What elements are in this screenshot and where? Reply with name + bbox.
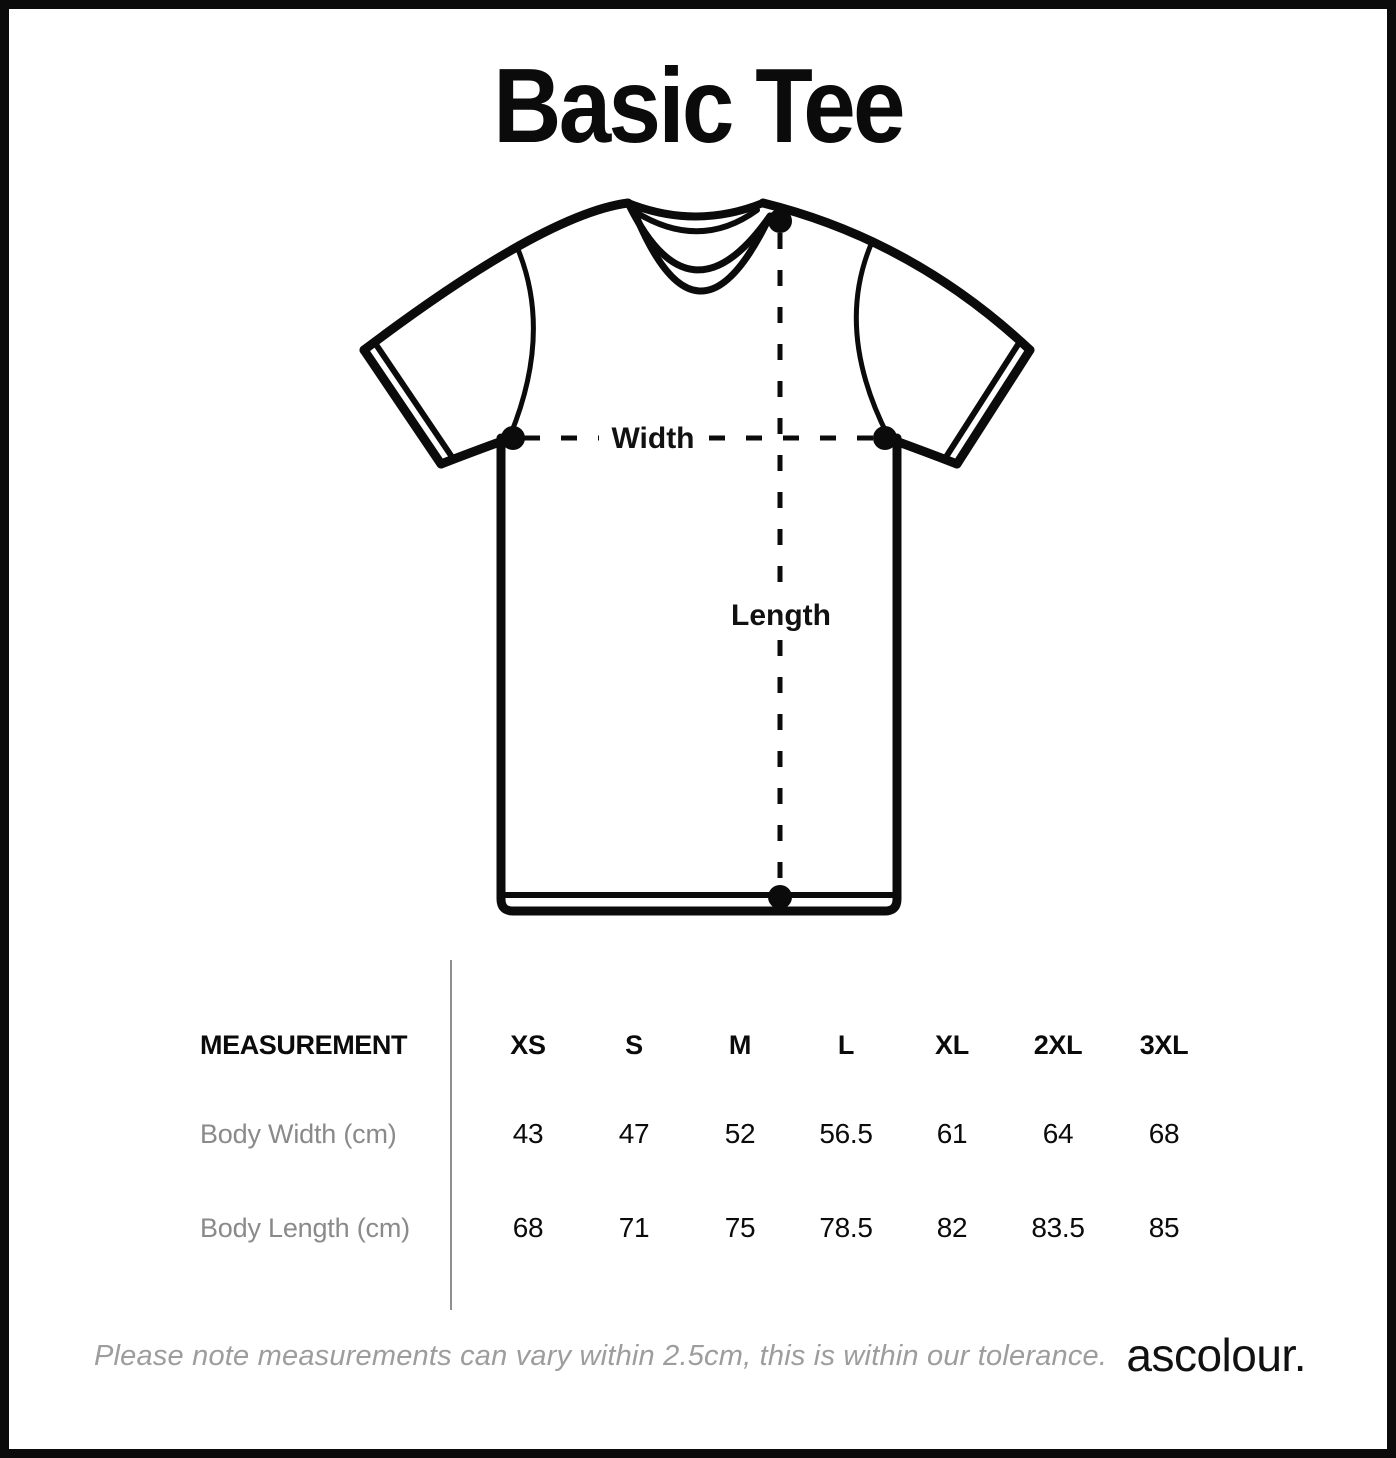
body-length-l: 78.5 [819,1212,873,1243]
page-title: Basic Tee [493,47,903,165]
body-length-xs: 68 [512,1212,544,1243]
tolerance-note: Please note measurements can vary within 2.5cm, this is within our tolerance. [94,1340,1108,1372]
tshirt-body-outline [501,438,897,911]
column-header-s: S [625,1029,643,1060]
tshirt-left-shoulder-line [364,203,628,350]
body-width-s: 47 [618,1118,650,1149]
tshirt-left-armhole-seam [510,247,533,436]
column-header-measurement: MEASUREMENT [200,1029,408,1060]
right-armpit-measure-dot [873,426,897,450]
tshirt-right-cuff-edge [957,350,1030,464]
body-width-xs: 43 [512,1118,544,1149]
tshirt-right-cuff-seam [946,343,1019,457]
left-armpit-measure-dot [501,426,525,450]
width-dimension-label: Width [611,422,695,455]
body-length-2xl: 83.5 [1031,1212,1085,1243]
tshirt-left-cuff-edge [364,350,441,464]
tshirt-right-armhole-seam [856,242,888,436]
table-row-body-width [200,1112,1220,1156]
column-header-m: M [728,1029,752,1060]
table-row-body-length [200,1206,1220,1250]
length-dimension-label: Length [731,599,831,632]
body-length-s: 71 [618,1212,650,1243]
tshirt-left-cuff-seam [375,343,452,457]
tshirt-collar-inner-curve [636,216,766,291]
row-label-body-length: Body Length (cm) [200,1212,410,1243]
column-header-xs: XS [510,1029,546,1060]
column-header-l: L [837,1029,855,1060]
body-length-xl: 82 [936,1212,968,1243]
body-width-xl: 61 [936,1118,968,1149]
body-width-2xl: 64 [1042,1118,1074,1149]
body-width-l: 56.5 [819,1118,873,1149]
brand-logo: ascolour. [1126,1329,1306,1381]
column-header-xl: XL [935,1029,969,1060]
body-length-3xl: 85 [1148,1212,1180,1243]
size-table-header-row [200,1023,1220,1067]
hem-measure-dot [768,885,792,909]
column-header-3xl: 3XL [1139,1029,1189,1060]
tshirt-collar-back-line [628,203,763,217]
column-header-2xl: 2XL [1033,1029,1083,1060]
tshirt-right-shoulder-line [763,203,1030,350]
body-width-3xl: 68 [1148,1118,1180,1149]
tshirt-size-diagram [340,180,1060,940]
body-width-m: 52 [724,1118,756,1149]
body-length-m: 75 [724,1212,756,1243]
row-label-body-width: Body Width (cm) [200,1118,397,1149]
shoulder-measure-dot [768,209,792,233]
